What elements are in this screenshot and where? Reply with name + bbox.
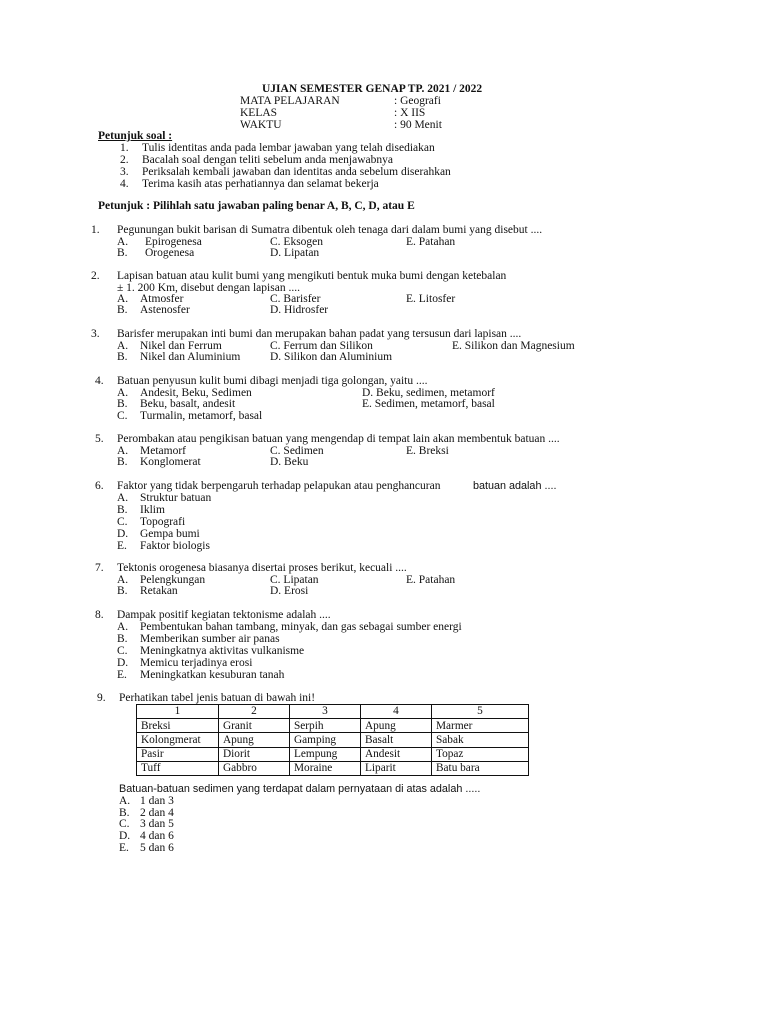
option-letter: B.	[117, 633, 128, 645]
option-text: Faktor biologis	[140, 540, 210, 552]
option-text: D. Beku, sedimen, metamorf	[362, 387, 495, 399]
option-text: D. Silikon dan Aluminium	[270, 351, 393, 363]
question-text: Batuan penyusun kulit bumi dibagi menjadi tiga golongan, yaitu ....	[117, 375, 428, 387]
table-cell: Sabak	[432, 733, 529, 747]
question-number: 2.	[91, 270, 100, 282]
instruction-num: 4.	[120, 178, 129, 190]
question-text: Batuan-batuan sedimen yang terdapat dalam pernyataan di atas adalah .....	[119, 783, 481, 795]
option-text: Retakan	[140, 585, 178, 597]
option-text: Beku, basalt, andesit	[140, 398, 236, 410]
option-text: Topografi	[140, 516, 186, 528]
option-text: Orogenesa	[145, 247, 195, 259]
question-number: 5.	[95, 433, 104, 445]
question-text: Tektonis orogenesa biasanya disertai proses berikut, kecuali ....	[117, 562, 407, 574]
option-letter: C.	[117, 645, 128, 657]
question-number: 3.	[91, 328, 100, 340]
option-text: Turmalin, metamorf, basal	[140, 410, 263, 422]
question-text: Lapisan batuan atau kulit bumi yang mengikuti bentuk muka bumi dengan ketebalan	[117, 270, 507, 282]
option-text: C. Lipatan	[270, 574, 319, 586]
option-letter: E.	[117, 669, 127, 681]
option-text: Andesit, Beku, Sedimen	[140, 387, 252, 399]
option-letter: A.	[117, 340, 129, 352]
option-text: E. Patahan	[406, 236, 456, 248]
table-row	[137, 733, 529, 747]
option-text: Pelengkungan	[140, 574, 206, 586]
answer-directive: Petunjuk : Pilihlah satu jawaban paling benar A, B, C, D, atau E	[98, 200, 415, 212]
table-header-cell: 2	[219, 705, 290, 719]
option-text: Atmosfer	[140, 293, 184, 305]
option-letter: B.	[119, 807, 130, 819]
instruction-text: Terima kasih atas perhatiannya dan selamat bekerja	[142, 178, 379, 190]
instruction-text: Tulis identitas anda pada lembar jawaban yang telah disediakan	[142, 142, 435, 154]
instruction-num: 2.	[120, 154, 129, 166]
option-letter: B.	[117, 398, 128, 410]
rock-types-table	[136, 704, 529, 776]
table-cell: Moraine	[290, 761, 361, 775]
table-cell: Liparit	[361, 761, 432, 775]
option-text: Meningkatnya aktivitas vulkanisme	[140, 645, 305, 657]
class-label: KELAS	[240, 107, 278, 119]
option-text: C. Sedimen	[270, 445, 324, 457]
table-cell: Serpih	[290, 719, 361, 733]
table-cell: Tuff	[137, 761, 219, 775]
question-number: 6.	[95, 480, 104, 492]
option-text: D. Beku	[270, 456, 309, 468]
table-header-cell: 1	[137, 705, 219, 719]
question-text: Pegunungan bukit barisan di Sumatra dibentuk oleh tenaga dari dalam bumi yang disebut ....	[117, 224, 543, 236]
table-cell: Kolongmerat	[137, 733, 219, 747]
option-text: Metamorf	[140, 445, 186, 457]
question-text-continuation: batuan adalah ....	[473, 480, 557, 492]
option-text: C. Eksogen	[270, 236, 324, 248]
question-number: 7.	[95, 562, 104, 574]
table-cell: Basalt	[361, 733, 432, 747]
option-letter: B.	[117, 504, 128, 516]
instructions-title: Petunjuk soal :	[98, 130, 173, 142]
question-text: Faktor yang tidak berpengaruh terhadap pelapukan atau penghancuran	[117, 480, 441, 492]
table-cell: Diorit	[219, 747, 290, 761]
option-text: Meningkatkan kesuburan tanah	[140, 669, 285, 681]
table-cell: Lempung	[290, 747, 361, 761]
option-text: Memberikan sumber air panas	[140, 633, 280, 645]
option-letter: B.	[117, 585, 128, 597]
table-cell: Granit	[219, 719, 290, 733]
instruction-text: Periksalah kembali jawaban dan identitas anda sebelum diserahkan	[142, 166, 451, 178]
option-letter: C.	[117, 516, 128, 528]
option-letter: B.	[117, 351, 128, 363]
question-number: 4.	[95, 375, 104, 387]
option-text: Struktur batuan	[140, 492, 212, 504]
option-text: C. Ferrum dan Silikon	[270, 340, 373, 352]
option-text: E. Litosfer	[406, 293, 456, 305]
option-text: D. Hidrosfer	[270, 304, 329, 316]
question-text: ± 1. 200 Km, disebut dengan lapisan ....	[117, 282, 300, 294]
option-text: 5 dan 6	[140, 842, 174, 854]
instruction-num: 1.	[120, 142, 129, 154]
table-cell: Gamping	[290, 733, 361, 747]
option-letter: E.	[119, 842, 129, 854]
option-letter: D.	[119, 830, 131, 842]
option-letter: D.	[117, 657, 129, 669]
table-cell: Apung	[361, 719, 432, 733]
table-row	[137, 761, 529, 775]
question-text: Perhatikan tabel jenis batuan di bawah ini!	[119, 692, 316, 704]
instruction-num: 3.	[120, 166, 129, 178]
subject-label: MATA PELAJARAN	[240, 95, 340, 107]
option-text: C. Barisfer	[270, 293, 321, 305]
option-text: E. Sedimen, metamorf, basal	[362, 398, 495, 410]
question-text: Perombakan atau pengikisan batuan yang mengendap di tempat lain akan membentuk batuan ....	[117, 433, 560, 445]
option-letter: E.	[117, 540, 127, 552]
option-text: Memicu terjadinya erosi	[140, 657, 253, 669]
table-header-cell: 3	[290, 705, 361, 719]
option-letter: C.	[117, 410, 128, 422]
option-text: E. Silikon dan Magnesium	[452, 340, 575, 352]
option-letter: D.	[117, 528, 129, 540]
option-text: Gempa bumi	[140, 528, 200, 540]
option-text: D. Lipatan	[270, 247, 320, 259]
table-cell: Breksi	[137, 719, 219, 733]
option-text: 3 dan 5	[140, 818, 174, 830]
question-text: Dampak positif kegiatan tektonisme adalah ....	[117, 609, 331, 621]
option-text: E. Patahan	[406, 574, 456, 586]
table-cell: Batu bara	[432, 761, 529, 775]
table-header-row	[137, 705, 529, 719]
option-text: Iklim	[140, 504, 165, 516]
option-text: Nikel dan Aluminium	[140, 351, 241, 363]
option-text: 2 dan 4	[140, 807, 174, 819]
question-number: 9.	[97, 692, 106, 704]
option-letter: A.	[117, 445, 129, 457]
option-text: D. Erosi	[270, 585, 309, 597]
option-text: 4 dan 6	[140, 830, 174, 842]
option-letter: A.	[117, 236, 129, 248]
table-cell: Marmer	[432, 719, 529, 733]
question-text: Barisfer merupakan inti bumi dan merupakan bahan padat yang tersusun dari lapisan ....	[117, 328, 522, 340]
option-letter: A.	[119, 795, 131, 807]
option-letter: B.	[117, 456, 128, 468]
option-letter: B.	[117, 304, 128, 316]
option-text: Epirogenesa	[145, 236, 202, 248]
table-cell: Topaz	[432, 747, 529, 761]
option-letter: A.	[117, 492, 129, 504]
option-letter: C.	[119, 818, 130, 830]
table-cell: Andesit	[361, 747, 432, 761]
option-text: E. Breksi	[406, 445, 449, 457]
option-text: Astenosfer	[140, 304, 190, 316]
option-letter: B.	[117, 247, 128, 259]
table-cell: Apung	[219, 733, 290, 747]
option-letter: A.	[117, 293, 129, 305]
table-header-cell: 5	[432, 705, 529, 719]
option-text: 1 dan 3	[140, 795, 174, 807]
class-value: : X IIS	[394, 107, 426, 119]
instruction-text: Bacalah soal dengan teliti sebelum anda menjawabnya	[142, 154, 393, 166]
table-cell: Gabbro	[219, 761, 290, 775]
option-letter: A.	[117, 621, 129, 633]
question-number: 8.	[95, 609, 104, 621]
table-row	[137, 747, 529, 761]
subject-value: : Geografi	[394, 95, 441, 107]
option-letter: A.	[117, 387, 129, 399]
option-text: Nikel dan Ferrum	[140, 340, 222, 352]
time-label: WAKTU	[240, 119, 282, 131]
option-text: Konglomerat	[140, 456, 201, 468]
table-cell: Pasir	[137, 747, 219, 761]
table-header-cell: 4	[361, 705, 432, 719]
option-letter: A.	[117, 574, 129, 586]
option-text: Pembentukan bahan tambang, minyak, dan gas sebagai sumber energi	[140, 621, 462, 633]
question-number: 1.	[91, 224, 100, 236]
time-value: : 90 Menit	[394, 119, 442, 131]
table-row	[137, 719, 529, 733]
exam-title: UJIAN SEMESTER GENAP TP. 2021 / 2022	[262, 83, 483, 95]
